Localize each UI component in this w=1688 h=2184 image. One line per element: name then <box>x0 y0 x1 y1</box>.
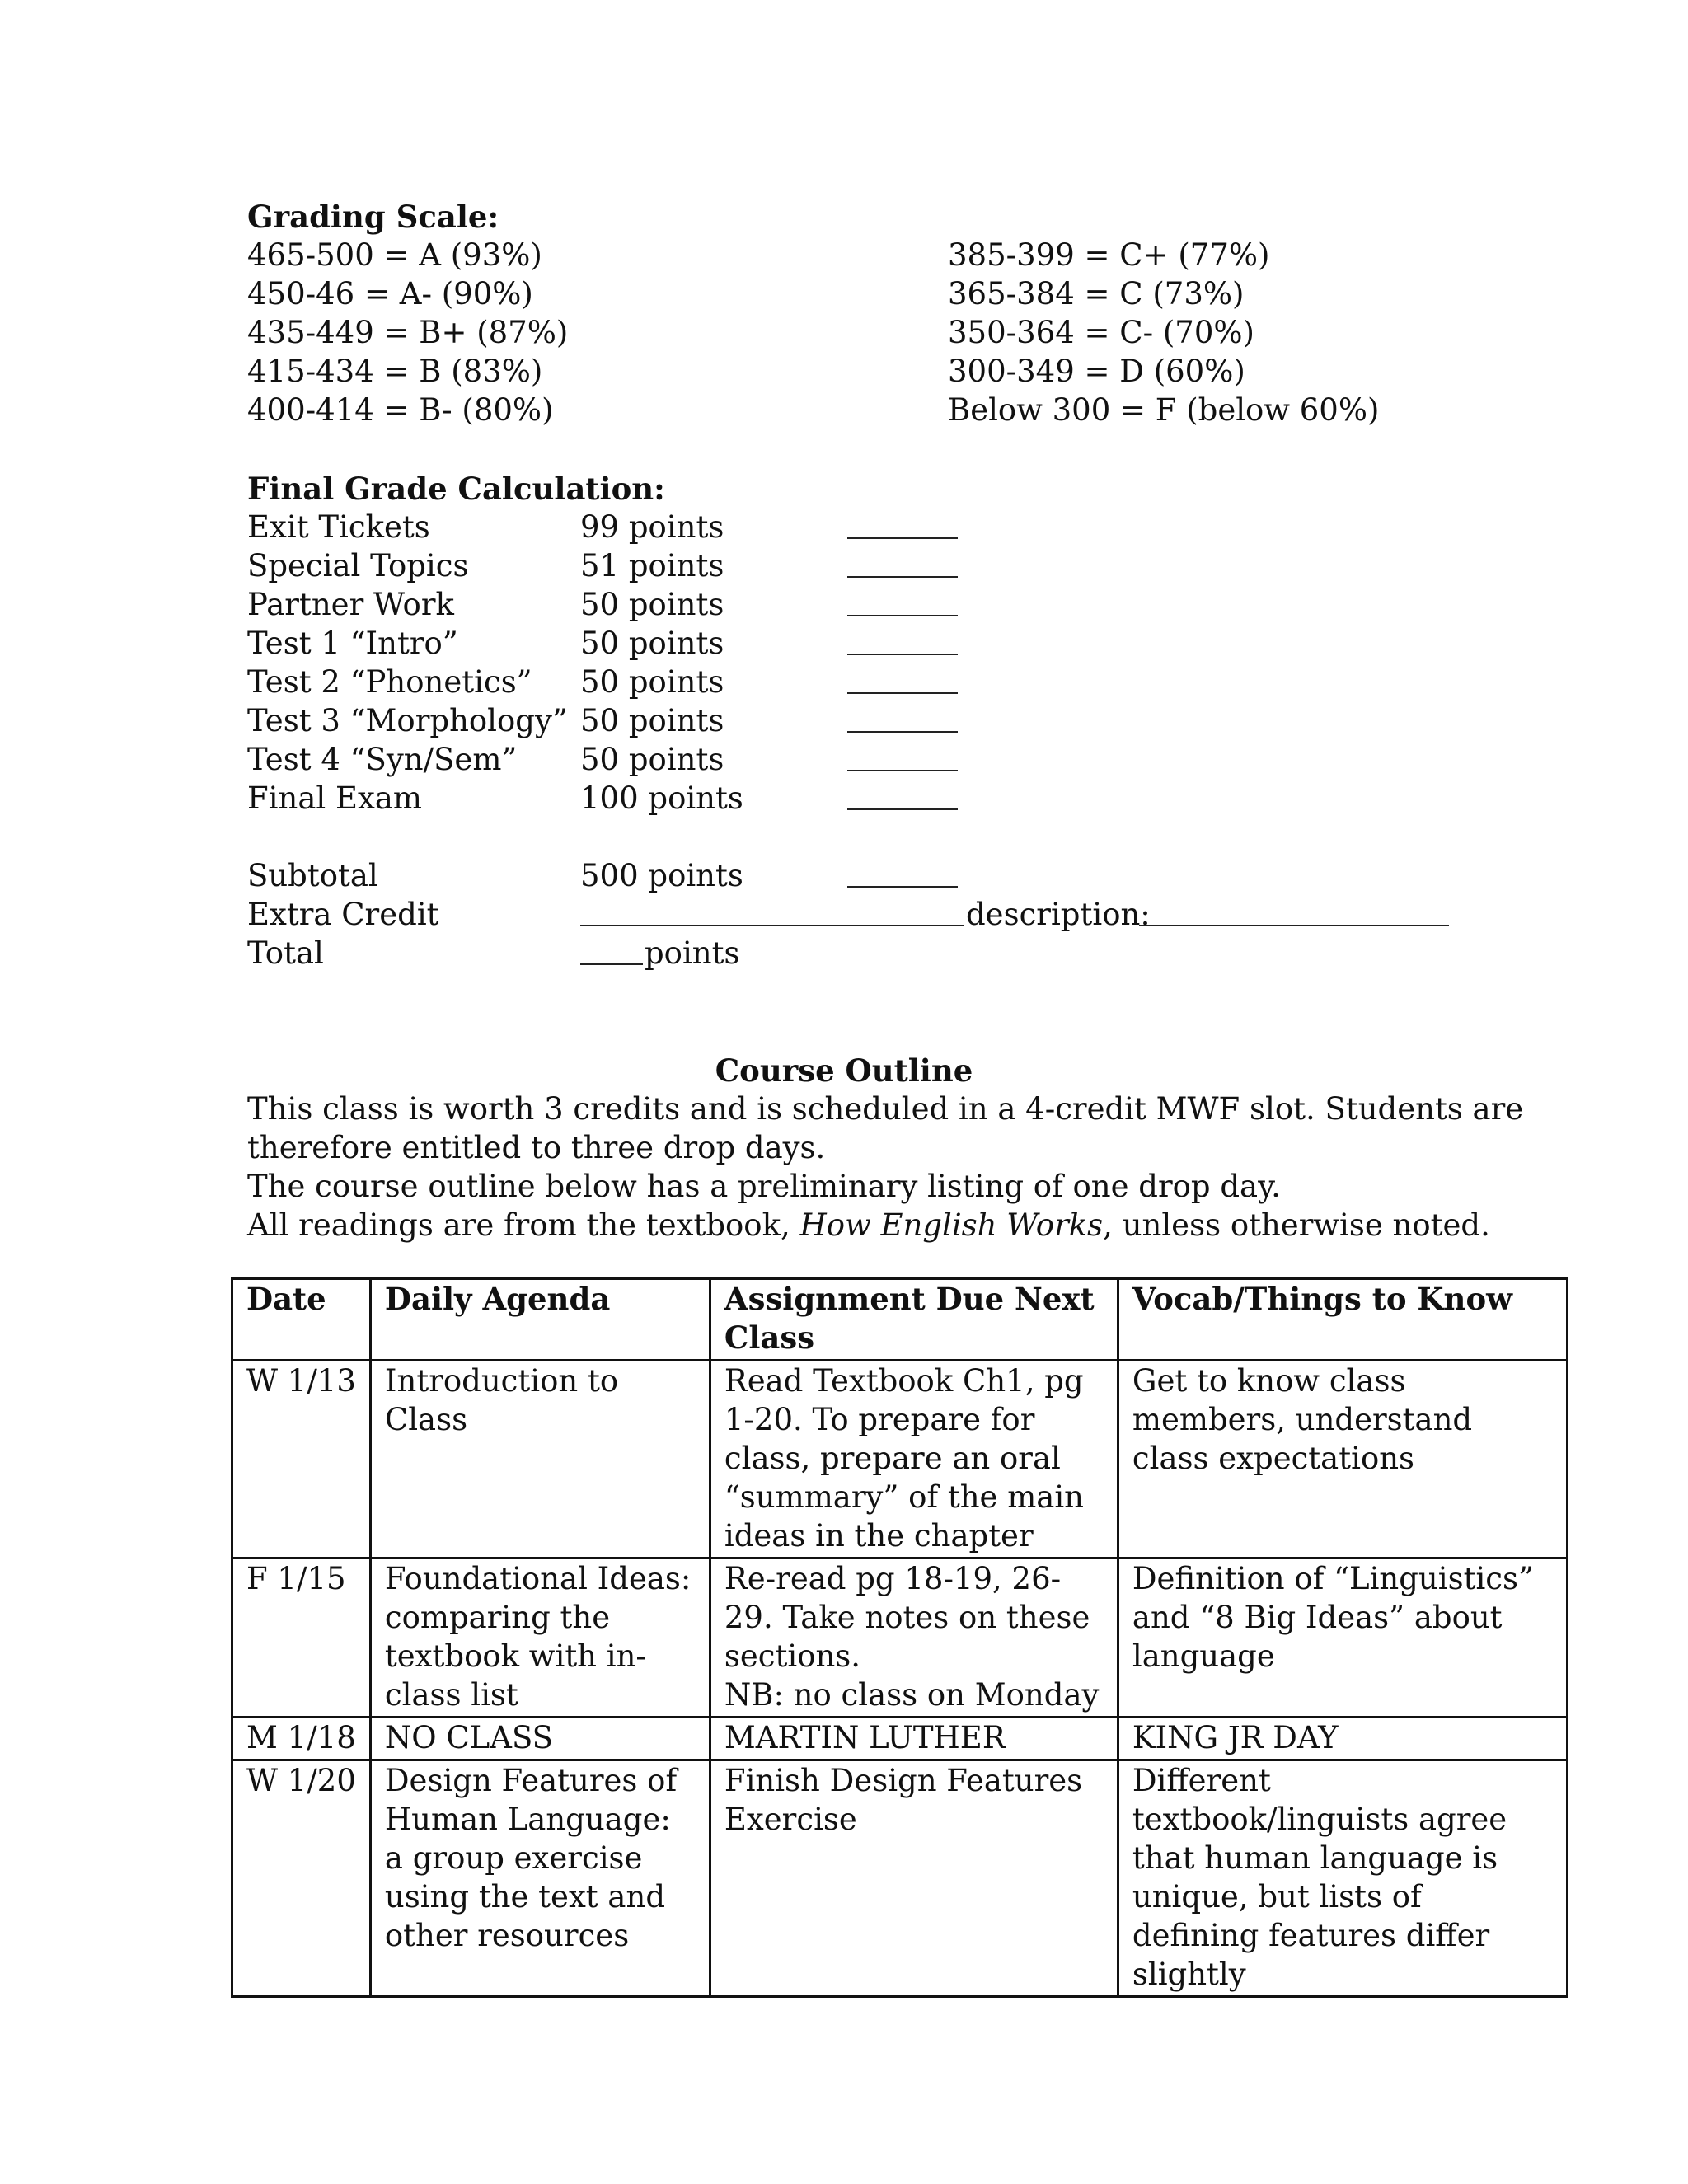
row-assignment: Finish Design Features Exercise <box>710 1760 1118 1997</box>
header-daily-agenda: Daily Agenda <box>370 1279 710 1361</box>
row-assignment: MARTIN LUTHER <box>710 1718 1118 1760</box>
score-blank <box>847 537 958 539</box>
score-blank <box>847 808 958 810</box>
total-label: Total <box>247 935 324 971</box>
readings-suffix: , unless otherwise noted. <box>1103 1207 1490 1243</box>
grade-item-name: Test 1 “Intro” <box>247 626 458 661</box>
extra-credit-label: Extra Credit <box>247 897 439 932</box>
grade-item-points: 50 points <box>580 587 724 622</box>
agenda-table <box>231 1277 1568 1998</box>
grade-item-name: Test 3 “Morphology” <box>247 703 568 738</box>
course-outline-text <box>247 1090 1524 1244</box>
grade-range: 350-364 = C- (70%) <box>948 315 1254 350</box>
description-label: description: <box>966 897 1151 932</box>
row-vocab: Get to know class members, understand class expectations <box>1118 1361 1567 1558</box>
table-row <box>232 1718 1568 1760</box>
grading-scale-left-column <box>247 236 568 429</box>
grade-item-name: Test 4 “Syn/Sem” <box>247 742 518 777</box>
row-vocab: Definition of “Linguistics” and “8 Big Ideas” about language <box>1118 1558 1567 1718</box>
grade-item-points: 51 points <box>580 548 724 583</box>
extra-credit-blank <box>580 925 964 926</box>
score-blank <box>847 654 958 655</box>
row-date: F 1/15 <box>232 1558 371 1718</box>
outline-line: The course outline below has a preliminary listing of one drop day. <box>247 1169 1281 1204</box>
assignment-text: Re-read pg 18-19, 26-29. Take notes on these sections. <box>724 1561 1090 1674</box>
grade-range: 465-500 = A (93%) <box>247 237 542 273</box>
grade-range: 435-449 = B+ (87%) <box>247 315 569 350</box>
table-row <box>232 1361 1568 1558</box>
grading-scale-right-column <box>948 236 1379 429</box>
grade-item-name: Test 2 “Phonetics” <box>247 664 532 700</box>
grade-item-points: 50 points <box>580 664 724 700</box>
subtotal-points: 500 points <box>580 858 743 893</box>
score-blank <box>847 615 958 616</box>
row-agenda: Introduction to Class <box>370 1361 710 1558</box>
total-points-label: points <box>645 935 740 971</box>
row-date: W 1/20 <box>232 1760 371 1997</box>
grade-item-name: Final Exam <box>247 780 423 816</box>
grade-range: 400-414 = B- (80%) <box>247 392 554 428</box>
table-header-row <box>232 1279 1568 1361</box>
grade-item-points: 50 points <box>580 626 724 661</box>
grade-range: Below 300 = F (below 60%) <box>948 392 1380 428</box>
header-assignment: Assignment Due Next Class <box>710 1279 1118 1361</box>
grade-range: 450-46 = A- (90%) <box>247 276 533 312</box>
row-assignment <box>710 1558 1118 1718</box>
grade-range: 365-384 = C (73%) <box>948 276 1245 312</box>
row-date: M 1/18 <box>232 1718 371 1760</box>
score-blank <box>847 770 958 771</box>
row-date: W 1/13 <box>232 1361 371 1558</box>
score-blank <box>847 731 958 733</box>
textbook-title: How English Works <box>799 1207 1104 1243</box>
total-blank <box>580 963 643 965</box>
description-blank <box>1139 925 1449 926</box>
outline-line: This class is worth 3 credits and is scheduled in a 4-credit MWF slot. Students are <box>247 1091 1524 1127</box>
subtotal-label: Subtotal <box>247 858 378 893</box>
score-blank <box>847 692 958 694</box>
final-grade-title: Final Grade Calculation: <box>247 471 665 507</box>
readings-prefix: All readings are from the textbook, <box>247 1207 800 1243</box>
row-agenda: NO CLASS <box>370 1718 710 1760</box>
grade-item-name: Exit Tickets <box>247 509 430 545</box>
grading-scale-title: Grading Scale: <box>247 199 499 235</box>
table-row <box>232 1558 1568 1718</box>
grade-range: 300-349 = D (60%) <box>948 354 1245 389</box>
grade-item-name: Special Topics <box>247 548 469 583</box>
table-row <box>232 1760 1568 1997</box>
row-vocab: Different textbook/linguists agree that human language is unique, but lists of defining features differ slightly <box>1118 1760 1567 1997</box>
outline-line: therefore entitled to three drop days. <box>247 1130 826 1165</box>
readings-line <box>247 1206 1490 1244</box>
score-blank <box>847 576 958 578</box>
row-vocab: KING JR DAY <box>1118 1718 1567 1760</box>
row-assignment: Read Textbook Ch1, pg 1-20. To prepare for class, prepare an oral “summary” of the main ideas in the chapter <box>710 1361 1118 1558</box>
grade-item-name: Partner Work <box>247 587 454 622</box>
row-agenda: Foundational Ideas: comparing the textbook with in-class list <box>370 1558 710 1718</box>
assignment-note: NB: no class on Monday <box>724 1677 1100 1713</box>
header-vocab: Vocab/Things to Know <box>1118 1279 1567 1361</box>
grade-range: 415-434 = B (83%) <box>247 354 543 389</box>
course-outline-title: Course Outline <box>715 1052 973 1089</box>
row-agenda: Design Features of Human Language: a group exercise using the text and other resources <box>370 1760 710 1997</box>
header-date: Date <box>232 1279 371 1361</box>
grade-item-points: 100 points <box>580 780 743 816</box>
grade-range: 385-399 = C+ (77%) <box>948 237 1270 273</box>
grade-item-points: 50 points <box>580 703 724 738</box>
grade-item-points: 99 points <box>580 509 724 545</box>
score-blank <box>847 886 958 888</box>
grade-item-points: 50 points <box>580 742 724 777</box>
